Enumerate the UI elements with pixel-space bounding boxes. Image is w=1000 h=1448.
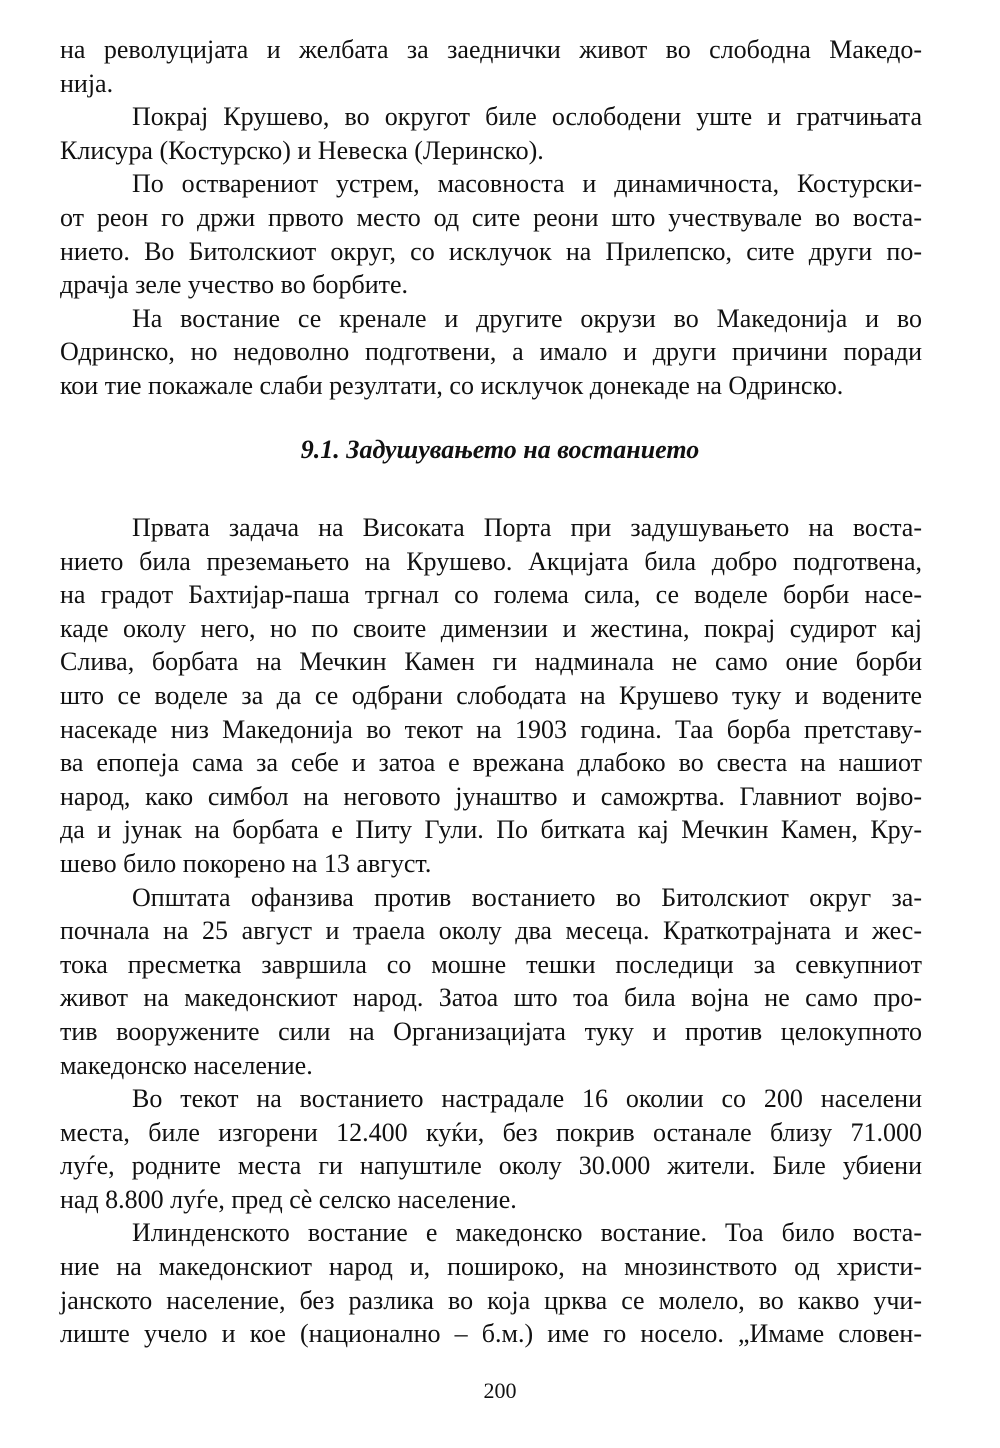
text-line: кои тие покажале слаби резултати, со исклучок донекаде на Одринско. [60,370,844,400]
text-line: места, биле изгорени 12.400 куќи, без покрив останале близу 71.000 [60,1117,922,1147]
text-line: насекаде низ Македонија во текот на 1903 година. Таа борба претставу- [60,714,922,744]
text-line: нието била преземањето на Крушево. Акцијата била добро подготвена, [60,546,922,576]
paragraph [60,1216,922,1350]
text-line: На востание се кренале и другите окрузи во Македонија и во [132,303,922,333]
text-line: По остварениот устрем, масовноста и динамичноста, Костурски- [132,169,922,199]
text-line: Во текот на востанието настрадале 16 околии со 200 населени [132,1084,922,1114]
text-line: нието. Во Битолскиот округ, со исклучок на Прилепско, сите други по- [60,236,922,266]
text-line: почнала на 25 август и траела околу два месеца. Краткотрајната и жес- [60,916,922,946]
section-heading: 9.1. Задушувањето на востанието [300,435,700,464]
text-line: луѓе, родните места ги напуштиле околу 30.000 жители. Биле убиени [60,1151,922,1181]
paragraph [60,881,922,1083]
paragraph [60,511,922,881]
paragraph [60,167,922,301]
text-line: тив вооружените сили на Организацијата туку и против целокупното [60,1016,922,1046]
text-line: Клисура (Костурско) и Невеска (Леринско). [60,135,544,165]
text-line: народ, како симбол на неговото јунаштво и саможртва. Главниот војво- [60,781,922,811]
text-line: Покрај Крушево, во округот биле ослободени уште и гратчињата [132,102,922,132]
text-line: живот на македонскиот народ. Затоа што тоа била војна не само про- [60,983,922,1013]
paragraph [60,302,922,403]
text-line: ва епопеја сама за себе и затоа е врежана длабоко во свеста на нашиот [60,748,922,778]
text-line: Општата офанзива против востанието во Битолскиот округ за- [132,882,922,912]
text-line: лиште учело и кое (национално – б.м.) име го носело. „Имаме словен- [60,1319,922,1349]
text-line: на градот Бахтијар-паша тргнал со голема сила, се воделе борби насе- [60,580,922,610]
paragraph [60,100,922,167]
text-line: македонско население. [60,1050,313,1080]
text-line: Слива, борбата на Мечкин Камен ги надминала не само оние борби [60,647,922,677]
paragraph [60,33,922,100]
text-line: Одринско, но недоволно подготвени, а имало и други причини поради [60,337,922,367]
text-line: тока пресметка завршила со мошне тешки последици за севкупниот [60,949,922,979]
text-line: шево било покорено на 13 август. [60,848,432,878]
text-block-top [60,33,922,403]
text-line: каде околу него, но по своите димензии и жестина, покрај судирот кај [60,613,922,643]
text-line: Првата задача на Високата Порта при задушувањето на воста- [132,513,922,542]
text-line: на револуцијата и желбата за заеднички живот во слободна Македо- [60,35,922,64]
text-line: Илинденското востание е македонско востание. Тоа било воста- [132,1218,922,1248]
text-line: драчја зеле учество во борбите. [60,270,409,300]
text-line: ние на македонскиот народ и, пошироко, на мнозинството од христи- [60,1252,922,1282]
text-line: нија. [60,68,114,98]
text-line: да и јунак на борбата е Питу Гули. По битката кај Мечкин Камен, Кру- [60,815,922,845]
text-line: јанското население, без разлика во која црква се молело, во какво учи- [60,1285,922,1315]
text-line: над 8.800 луѓе, пред сè селско население. [60,1184,517,1214]
page-number: 200 [483,1378,517,1403]
text-line: от реон го држи првото место од сите реони што учествувале во воста- [60,202,922,232]
text-block-main [60,511,922,1351]
paragraph [60,1082,922,1216]
text-line: што се воделе за да се одбрани слободата на Крушево туку и водените [60,680,922,710]
